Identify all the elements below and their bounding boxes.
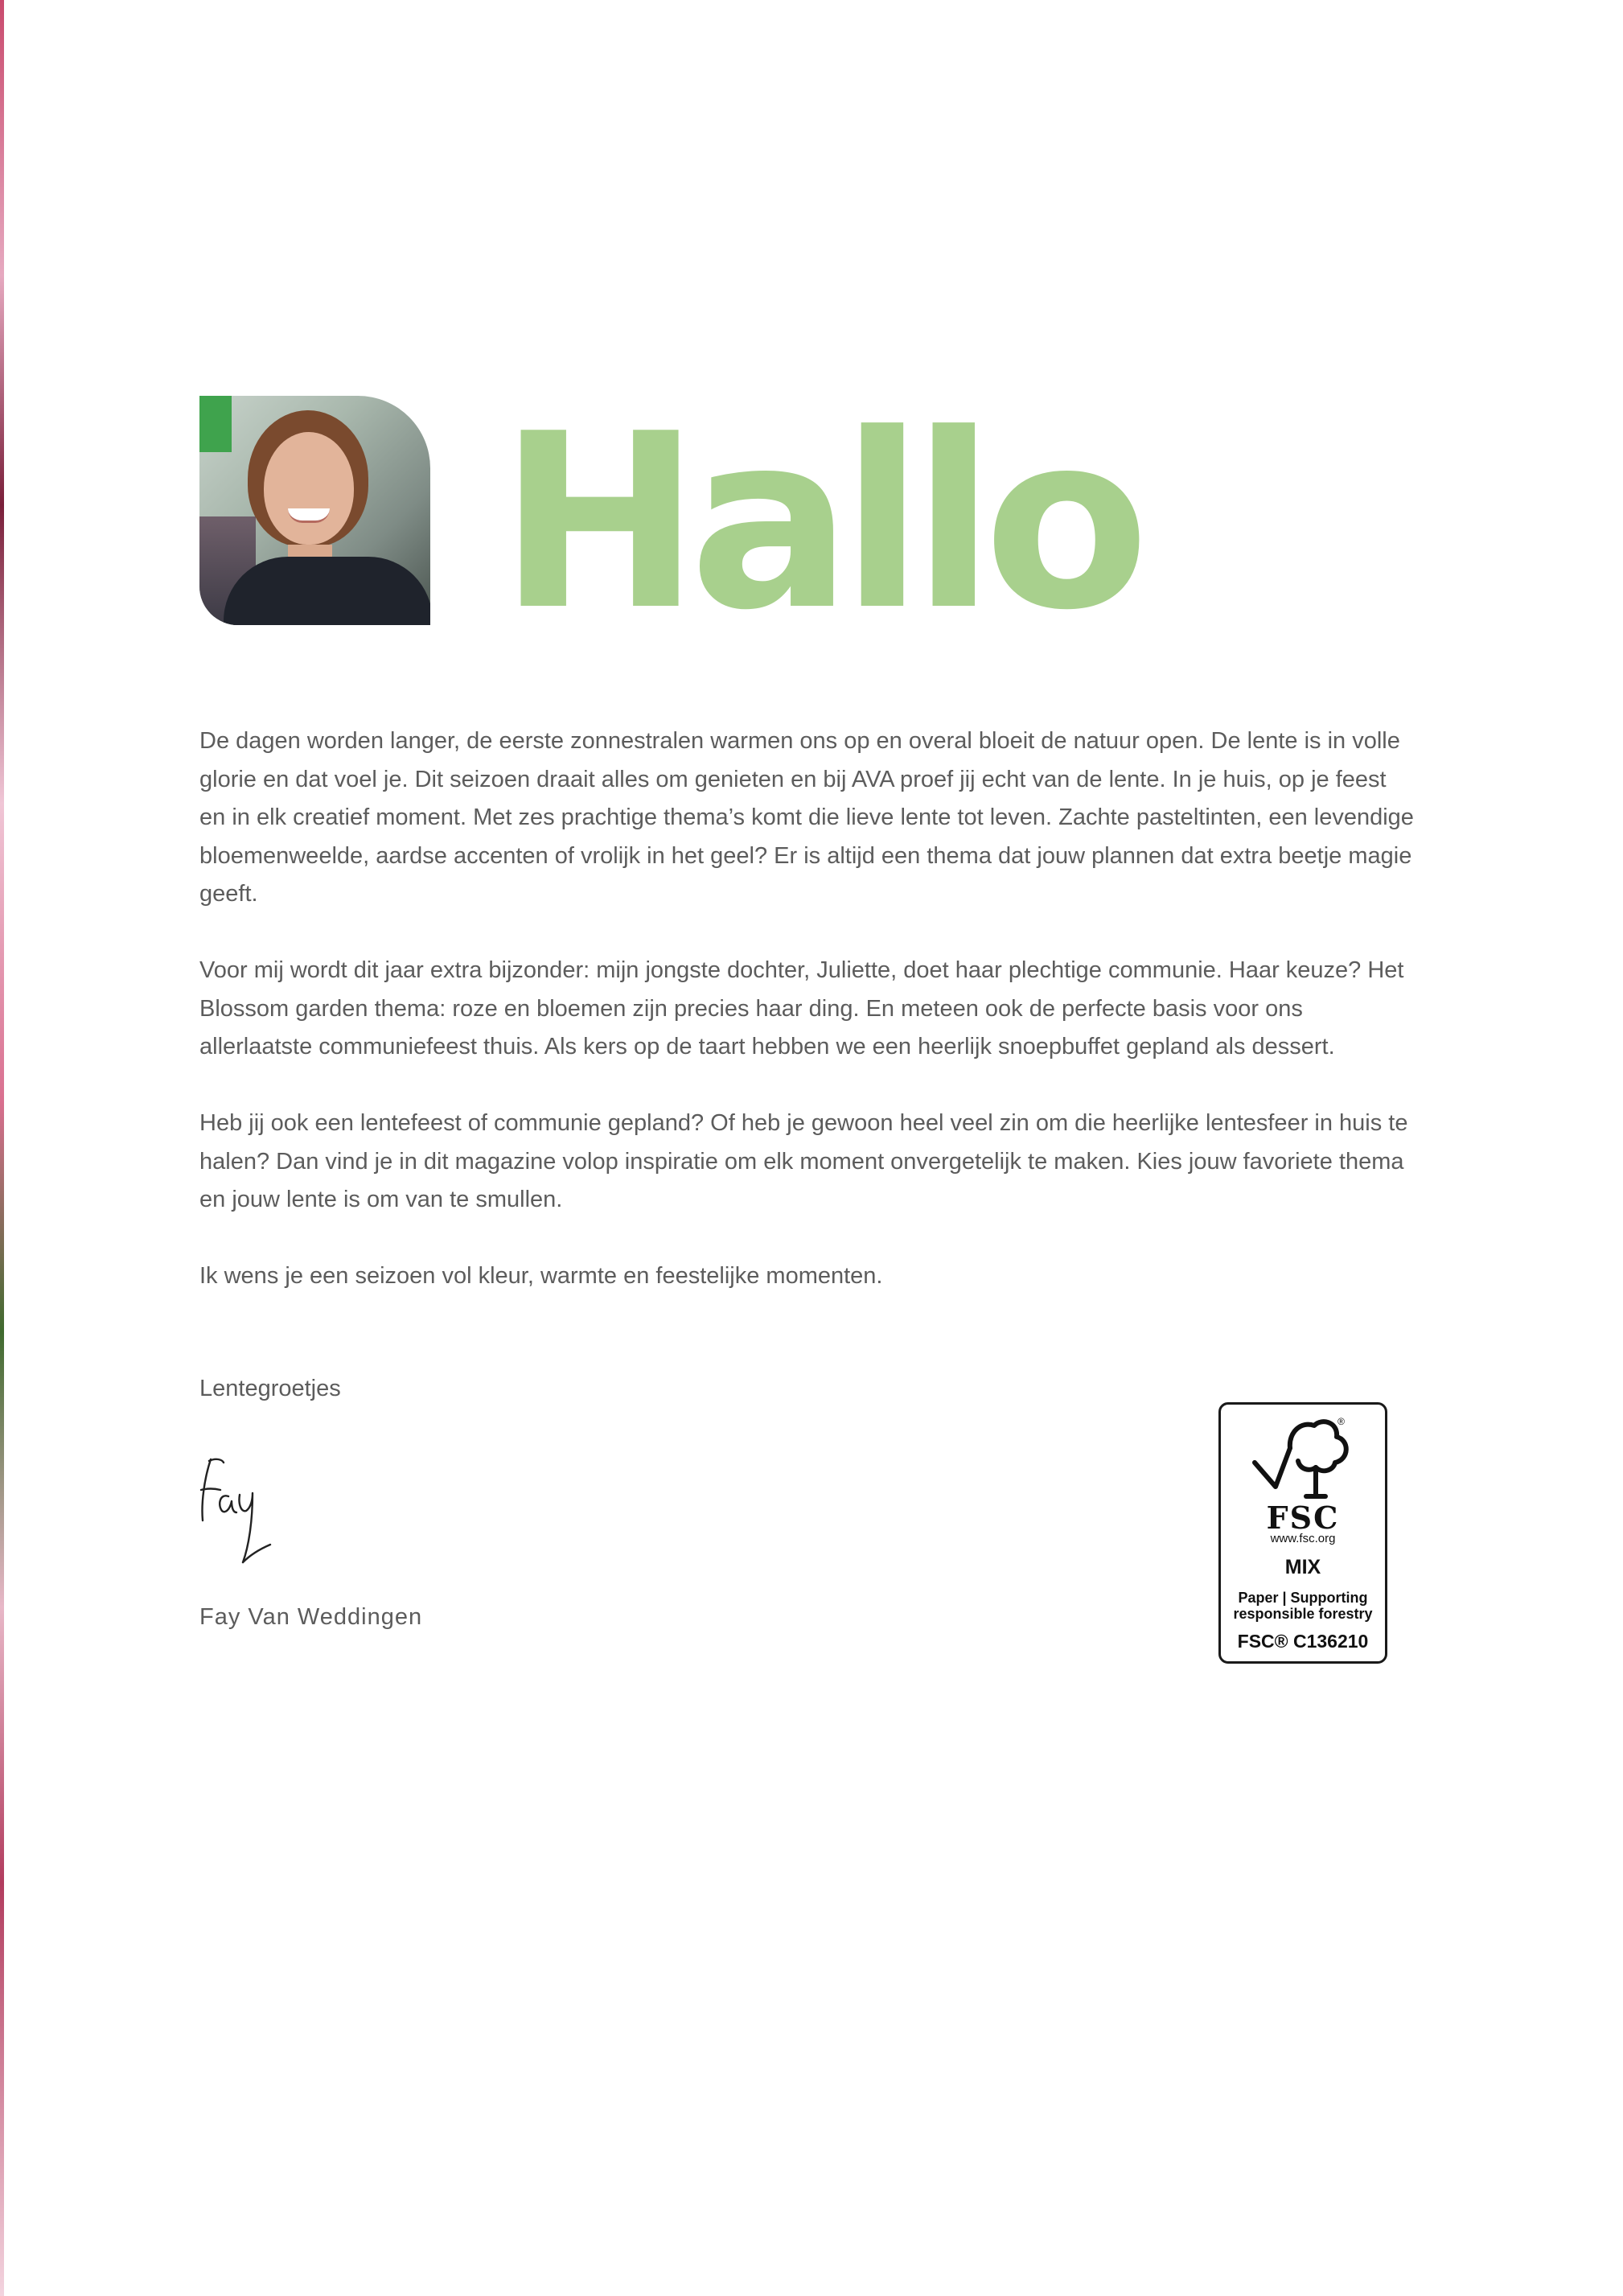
portrait-face <box>264 432 354 545</box>
fsc-tree-icon <box>1251 1416 1356 1504</box>
letter-body <box>199 722 1414 1334</box>
fsc-logo-text: FSC <box>1266 1500 1340 1536</box>
letter-paragraph: Ik wens je een seizoen vol kleur, warmte en feestelijke momenten. <box>199 1263 883 1289</box>
fsc-registered-mark: ® <box>1337 1416 1345 1427</box>
left-edge-photo-strip <box>0 0 4 2296</box>
author-portrait <box>199 396 430 625</box>
letter-paragraph: Voor mij wordt dit jaar extra bijzonder: mijn jongste dochter, Juliette, doet haar plechtige communie. Haar keuze? Het Blossom garden thema: roze en bloemen zijn precies haar ding. En meteen ook de perfecte basis voor ons allerlaatste communiefeest thuis. Als kers op de taart hebben we een heerlijk snoepbuffet gepland als dessert. <box>199 957 1404 1060</box>
fsc-description-line-1: Paper | Supporting <box>1238 1590 1368 1606</box>
letter-greeting: Lentegroetjes <box>199 1376 341 1401</box>
fsc-category: MIX <box>1284 1556 1321 1578</box>
fsc-certification-label <box>1218 1402 1387 1664</box>
fsc-url: www.fsc.org <box>1270 1532 1336 1545</box>
portrait-body <box>224 557 430 625</box>
fsc-license-code: FSC® C136210 <box>1237 1631 1369 1652</box>
fsc-description-line-2: responsible forestry <box>1233 1606 1373 1622</box>
portrait-background-sign <box>199 396 232 452</box>
letter-paragraph: De dagen worden langer, de eerste zonnestralen warmen ons op en overal bloeit de natuur open. De lente is in volle glorie en dat voel je. Dit seizoen draait alles om genieten en bij AVA proef jij echt van de lente. In je huis, op je feest en in elk creatief moment. Met zes prachtige thema’s komt die lieve lente tot leven. Zachte pasteltinten, een levendige bloemenweelde, aardse accenten of vrolijk in het geel? Er is altijd een thema dat jouw plannen dat extra beetje magie geeft. <box>199 728 1414 907</box>
page-title: Hallo <box>499 382 1139 663</box>
handwritten-signature <box>196 1455 273 1583</box>
signer-name: Fay Van Weddingen <box>199 1604 423 1630</box>
letter-paragraph: Heb jij ook een lentefeest of communie gepland? Of heb je gewoon heel veel zin om die heerlijke lentesfeer in huis te halen? Dan vind je in dit magazine volop inspiratie om elk moment onvergetelijk te maken. Kies jouw favoriete thema en jouw lente is om van te smullen. <box>199 1110 1408 1212</box>
